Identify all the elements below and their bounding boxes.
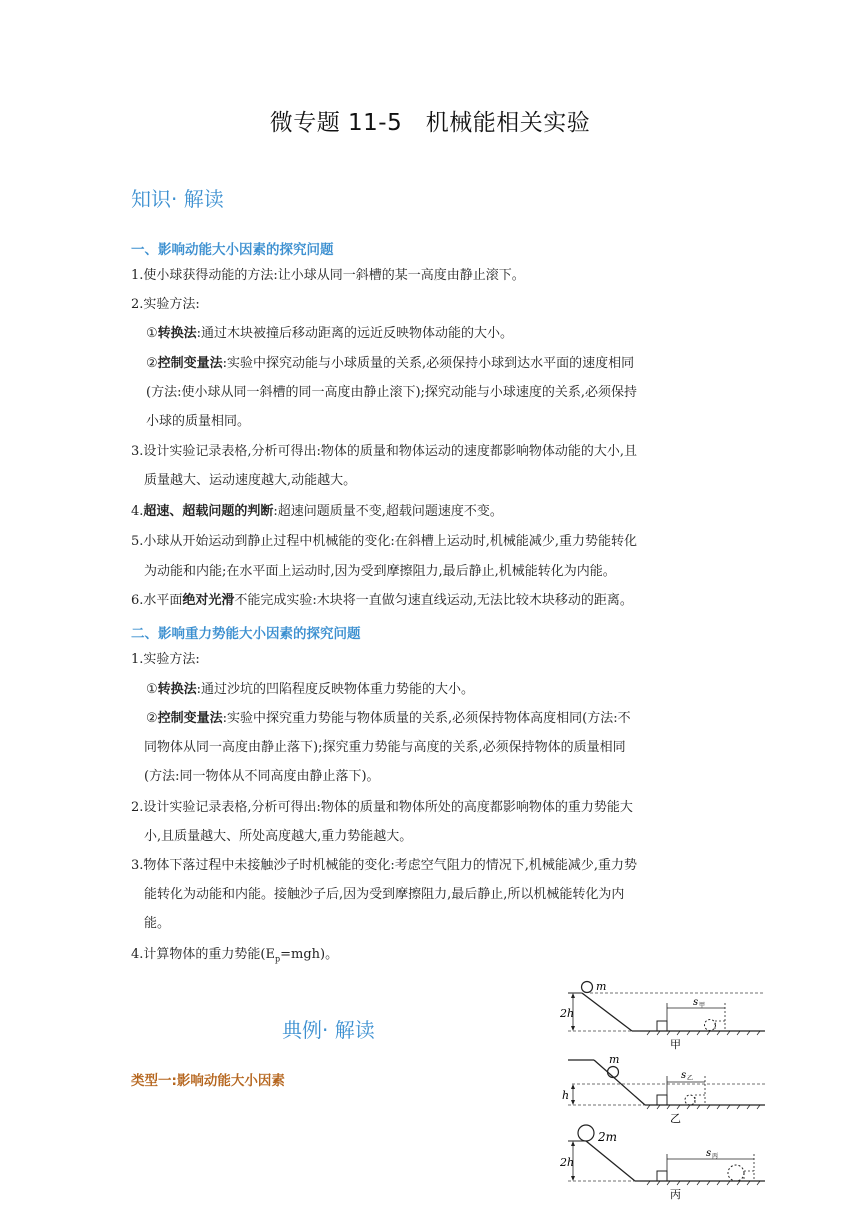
text-line: ②控制变量法:实验中探究动能与小球质量的关系,必须保持小球到达水平面的速度相同 bbox=[146, 356, 635, 371]
wood-block bbox=[657, 1171, 667, 1181]
distance-subscript: 甲 bbox=[699, 1002, 706, 1009]
ball bbox=[578, 1125, 594, 1141]
text-line: 质量越大、运动速度越大,动能越大。 bbox=[144, 473, 357, 488]
distance-subscript: 乙 bbox=[687, 1075, 694, 1082]
part1-heading: 一、影响动能大小因素的探究问题 bbox=[131, 242, 334, 258]
section-heading-examples: 典例· 解读 bbox=[282, 1018, 375, 1042]
ball-ghost bbox=[728, 1165, 744, 1181]
text-line: 小球的质量相同。 bbox=[146, 414, 251, 429]
text-line: 小,且质量越大、所处高度越大,重力势能越大。 bbox=[144, 829, 413, 844]
keyword: 超速、超载问题的判断 bbox=[143, 504, 274, 519]
text-line: 能转化为动能和内能。接触沙子后,因为受到摩擦阻力,最后静止,所以机械能转化为内 bbox=[144, 887, 625, 902]
type1-heading: 类型一:影响动能大小因素 bbox=[131, 1073, 285, 1089]
mass-label: 2m bbox=[598, 1130, 618, 1144]
text-line: 1.实验方法: bbox=[131, 652, 200, 667]
keyword: 控制变量法 bbox=[157, 711, 223, 726]
block-ghost bbox=[744, 1171, 754, 1181]
wood-block bbox=[657, 1095, 667, 1105]
text-line: 能。 bbox=[144, 916, 171, 931]
mass-label: m bbox=[609, 1053, 620, 1066]
text-line: ②控制变量法:实验中探究重力势能与物体质量的关系,必须保持物体高度相同(方法:不 bbox=[146, 711, 631, 726]
text-line: ①转换法:通过木块被撞后移动距离的远近反映物体动能的大小。 bbox=[146, 326, 514, 341]
text-line: ①转换法:通过沙坑的凹陷程度反映物体重力势能的大小。 bbox=[146, 682, 475, 697]
wood-block bbox=[657, 1021, 667, 1031]
diagram-panel-3 bbox=[560, 1125, 765, 1201]
panel-caption: 甲 bbox=[670, 1038, 681, 1051]
ball bbox=[582, 982, 593, 993]
section-heading-knowledge: 知识· 解读 bbox=[131, 187, 224, 211]
text-line: 同物体从同一高度由静止落下);探究重力势能与高度的关系,必须保持物体的质量相同 bbox=[144, 740, 626, 755]
distance-subscript: 丙 bbox=[712, 1153, 719, 1160]
panel-caption: 乙 bbox=[670, 1112, 681, 1125]
text-line: 4.计算物体的重力势能$(E_p=mgh)$。 bbox=[131, 947, 339, 964]
text-line: 4.超速、超载问题的判断:超速问题质量不变,超载问题速度不变。 bbox=[131, 504, 503, 519]
keyword: 绝对光滑 bbox=[182, 593, 235, 608]
block-ghost bbox=[695, 1095, 705, 1105]
keyword: 控制变量法 bbox=[157, 356, 223, 371]
text-line: (方法:同一物体从不同高度由静止落下)。 bbox=[144, 769, 380, 784]
height-label: 2h bbox=[560, 1156, 575, 1169]
text-line: (方法:使小球从同一斜槽的同一高度由静止滚下);探究动能与小球速度的关系,必须保持 bbox=[146, 385, 638, 400]
ball-ghost bbox=[685, 1095, 695, 1105]
diagram-panel-1 bbox=[560, 980, 765, 1051]
distance-label: s bbox=[681, 1070, 687, 1081]
text-line: 5.小球从开始运动到静止过程中机械能的变化:在斜槽上运动时,机械能减少,重力势能转化 bbox=[131, 534, 638, 549]
text-line: 2.设计实验记录表格,分析可得出:物体的质量和物体所处的高度都影响物体的重力势能大 bbox=[131, 800, 633, 815]
text-line: 3.物体下落过程中未接触沙子时机械能的变化:考虑空气阻力的情况下,机械能减少,重力势 bbox=[131, 858, 638, 873]
text-line: 3.设计实验记录表格,分析可得出:物体的质量和物体运动的速度都影响物体动能的大小,且 bbox=[131, 444, 638, 459]
ball-ghost bbox=[705, 1020, 716, 1031]
page-title: 微专题 11-5 机械能相关实验 bbox=[269, 110, 591, 136]
distance-label: s bbox=[706, 1148, 712, 1159]
height-label: 2h bbox=[560, 1007, 575, 1020]
ball bbox=[608, 1067, 619, 1078]
panel-caption: 丙 bbox=[670, 1188, 681, 1201]
part2-heading: 二、影响重力势能大小因素的探究问题 bbox=[131, 626, 361, 642]
height-label: h bbox=[562, 1089, 570, 1102]
text-line: 为动能和内能;在水平面上运动时,因为受到摩擦阻力,最后静止,机械能转化为内能。 bbox=[144, 564, 616, 579]
distance-label: s bbox=[693, 997, 699, 1008]
text-line: 1.使小球获得动能的方法:让小球从同一斜槽的某一高度由静止滚下。 bbox=[131, 268, 525, 283]
text-line: 6.水平面绝对光滑不能完成实验:木块将一直做匀速直线运动,无法比较木块移动的距离。 bbox=[131, 593, 633, 608]
block-ghost bbox=[715, 1021, 725, 1031]
mass-label: m bbox=[596, 980, 607, 993]
experiment-diagram bbox=[560, 978, 770, 1204]
diagram-panel-2 bbox=[562, 1053, 765, 1125]
keyword: 转换法 bbox=[157, 682, 197, 697]
text-line: 2.实验方法: bbox=[131, 297, 200, 312]
keyword: 转换法 bbox=[157, 326, 197, 341]
